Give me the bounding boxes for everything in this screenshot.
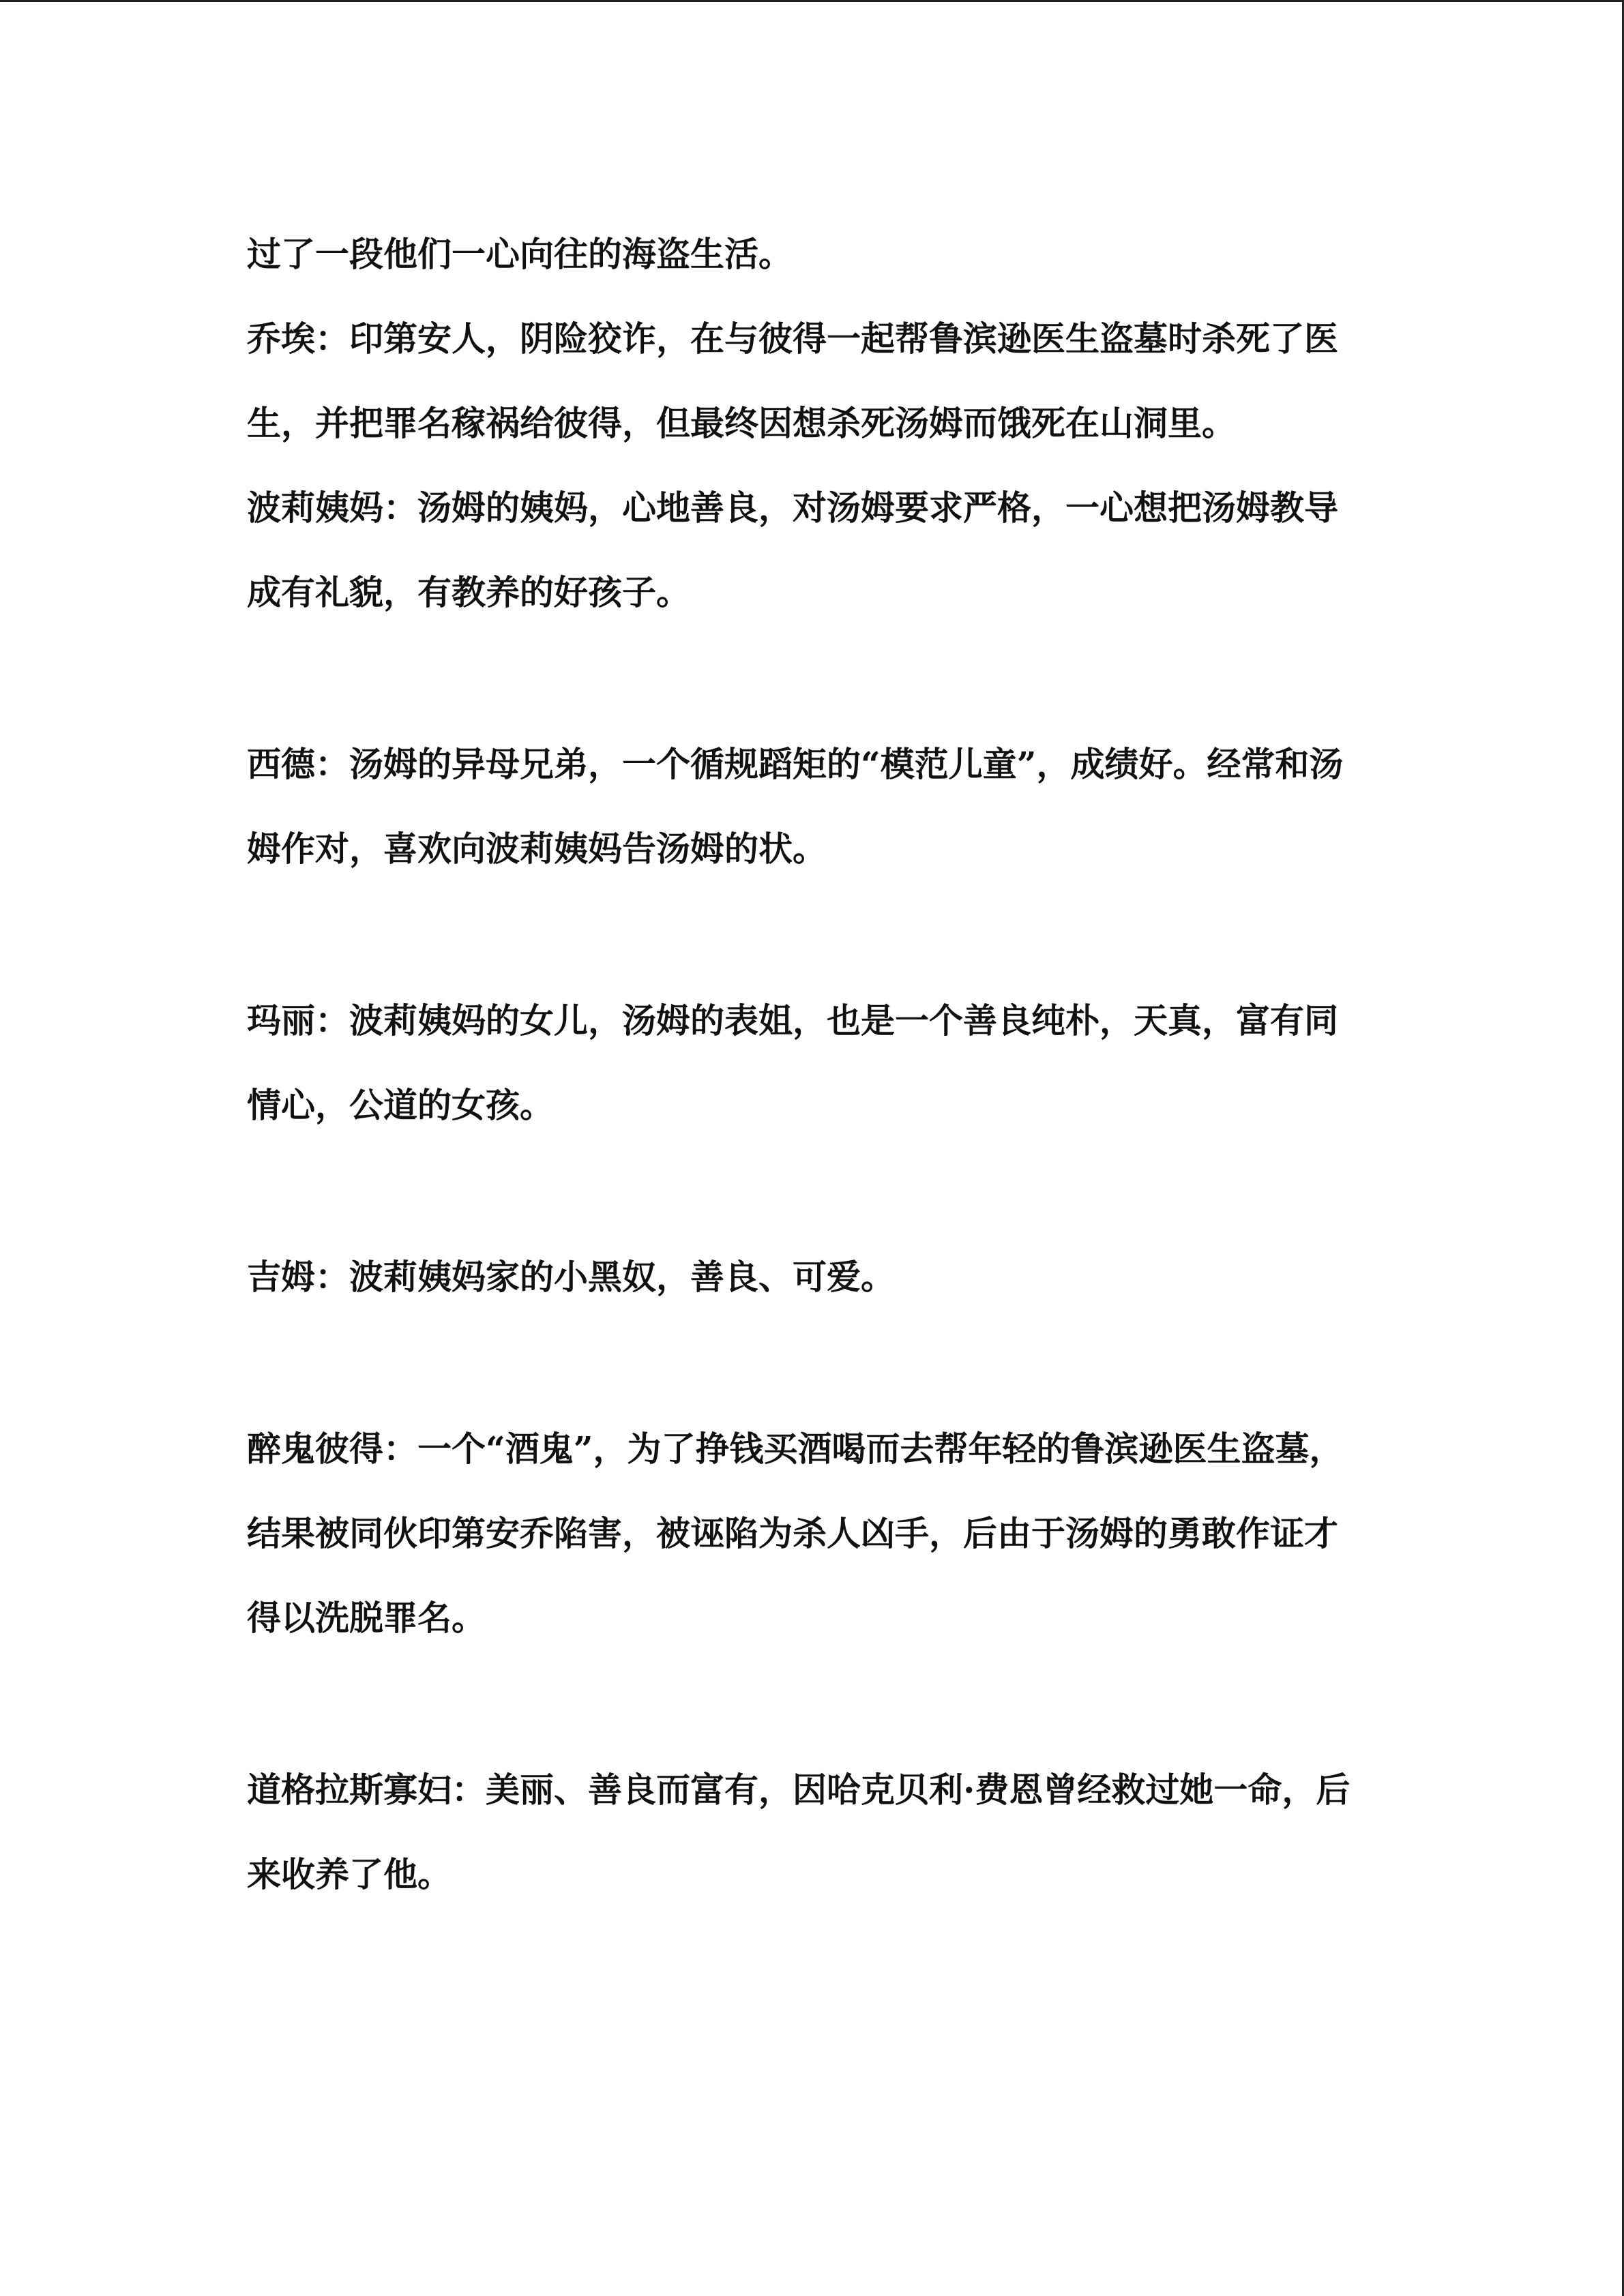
paragraph-muff-potter: 醉鬼彼得：一个“酒鬼”，为了挣钱买酒喝而去帮年轻的鲁滨逊医生盗墓，结果被同伙印第安乔陷害，被诬陷为杀人凶手，后由于汤姆的勇敢作证才得以洗脱罪名。 [247,1429,1344,1638]
paragraph-widow-douglas: 道格拉斯寡妇：美丽、善良而富有，因哈克贝利·费恩曾经救过她一命，后来收养了他。 [247,1770,1350,1894]
paragraph-spacer [247,1320,1365,1407]
page-body [247,212,1365,1917]
paragraph-pirate-life: 过了一段他们一心向往的海盗生活。 [247,234,793,274]
paragraph-jim: 吉姆：波莉姨妈家的小黑奴，善良、可爱。 [247,1257,895,1297]
paragraph-sid: 西德：汤姆的异母兄弟，一个循规蹈矩的“模范儿童”，成绩好。经常和汤姆作对，喜欢向波莉姨妈告汤姆的状。 [247,744,1344,869]
paragraph-spacer [247,1148,1365,1235]
paragraph-spacer [247,891,1365,979]
paragraph-mary: 玛丽：波莉姨妈的女儿，汤姆的表姐，也是一个善良纯朴，天真，富有同情心，公道的女孩。 [247,1000,1338,1125]
paragraph-injun-joe: 乔埃：印第安人，阴险狡诈，在与彼得一起帮鲁滨逊医生盗墓时杀死了医生，并把罪名稼祸给彼得，但最终因想杀死汤姆而饿死在山洞里。 [247,318,1338,443]
paragraph-spacer [247,635,1365,722]
paragraph-aunt-polly: 波莉姨妈：汤姆的姨妈，心地善良，对汤姆要求严格，一心想把汤姆教导成有礼貌，有教养的好孩子。 [247,488,1338,612]
paragraph-spacer [247,1660,1365,1748]
